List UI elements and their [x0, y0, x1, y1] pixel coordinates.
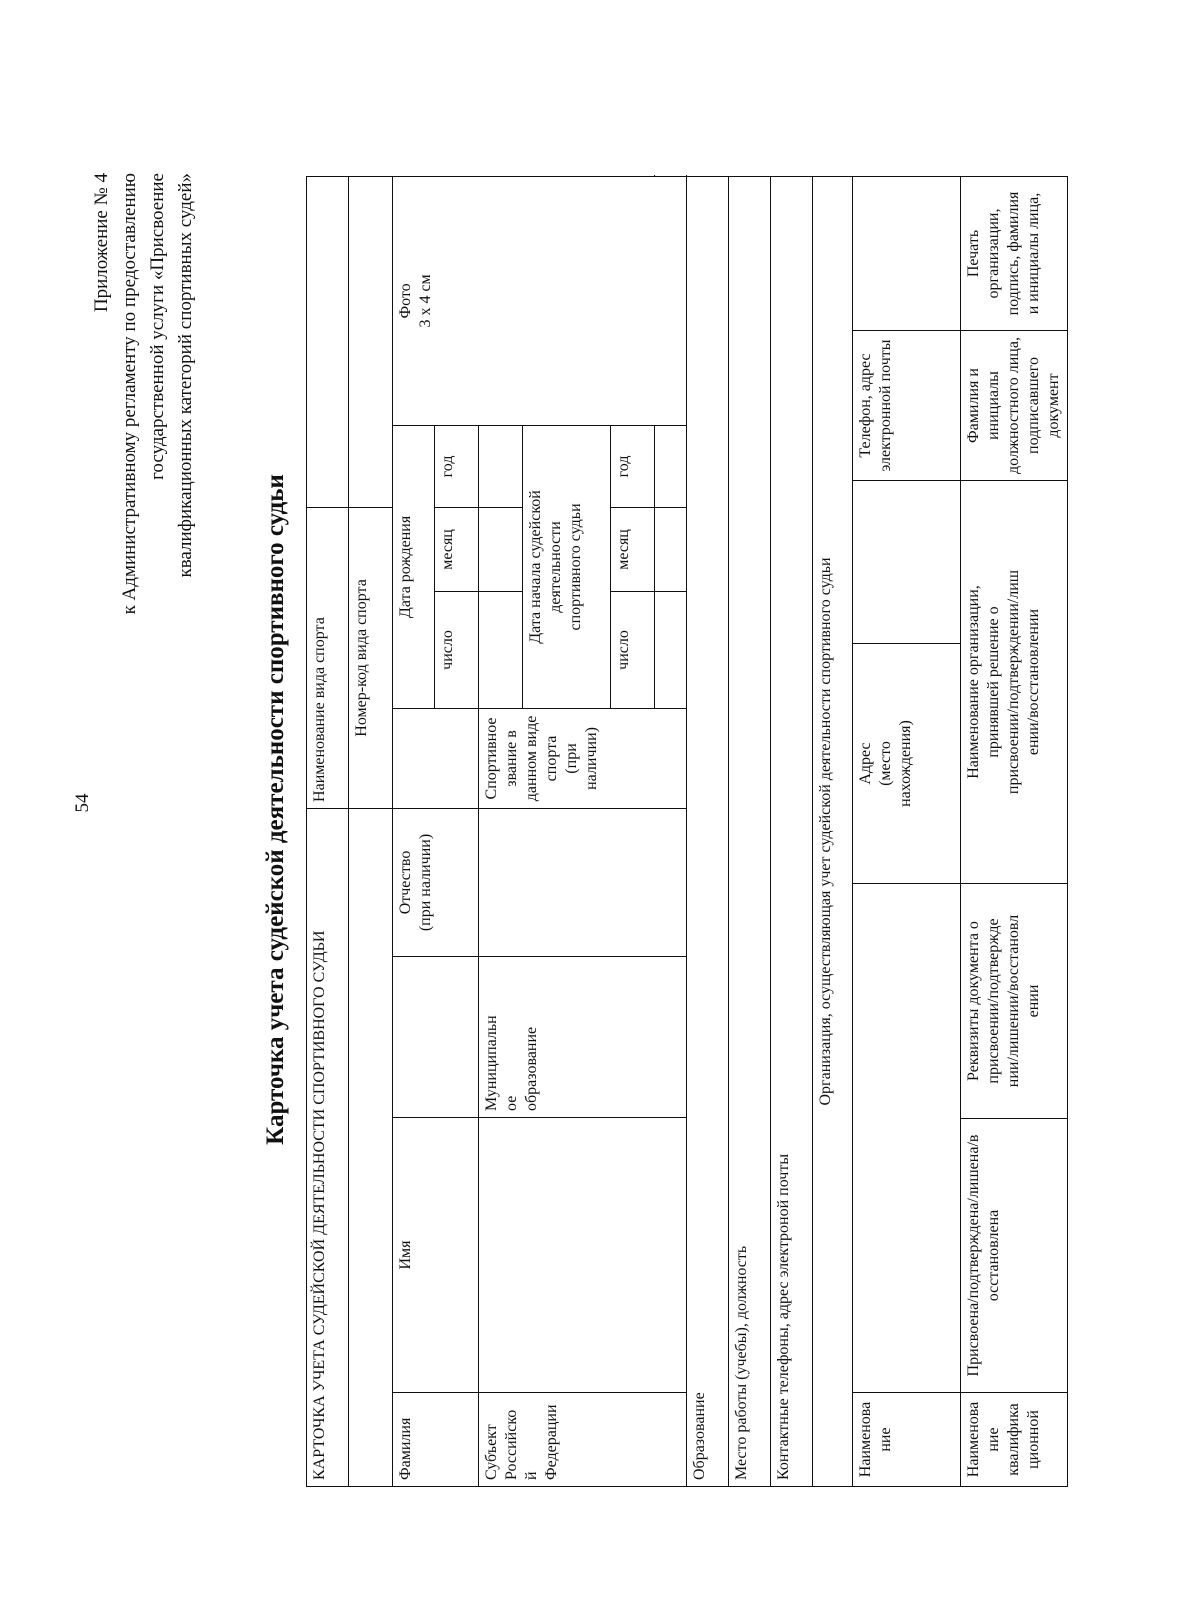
appendix-line: государственной услуги «Присвоение: [147, 173, 168, 480]
card-title: Карточка учета судейской деятельности спортивного судьи: [262, 474, 289, 1145]
qual-official-header: Фамилия и инициалы должностного лица, подписавшего документ: [961, 331, 1068, 481]
appendix-line: квалификационных категорий спортивных судей»: [175, 173, 196, 578]
org-name-label: Наименова ние: [853, 1393, 961, 1487]
surname-label: Фамилия: [393, 1393, 479, 1487]
birth-year-field[interactable]: [479, 425, 523, 507]
sport-name-label: Наименование вида спорта: [307, 507, 349, 808]
organization-table: [852, 176, 1068, 1487]
municipality-label: Муниципальн ое образование: [479, 957, 687, 1118]
appendix-line: к Административному регламенту по предоставлению: [119, 173, 140, 615]
first-name-label: Имя: [393, 1118, 479, 1393]
judge-info-table: [306, 176, 853, 1487]
org-section-header: Организация, осуществляющая учет судейской деятельности спортивного судьи: [813, 176, 853, 1486]
start-date-label: Дата начала судейской деятельности спортивного судьи: [523, 425, 611, 708]
patronymic-field[interactable]: [393, 708, 479, 808]
patronymic-label: Отчество (при наличии): [393, 808, 479, 956]
start-day-field[interactable]: [655, 591, 687, 708]
org-name-field[interactable]: [853, 884, 961, 1393]
birth-day-label: число: [435, 591, 479, 708]
org-phone-field[interactable]: [853, 177, 961, 331]
org-phone-label: Телефон, адрес электронной почты: [853, 331, 961, 481]
org-address-field[interactable]: [853, 481, 961, 644]
appendix-line: Приложение № 4: [91, 173, 112, 313]
appendix-note: [88, 173, 200, 753]
qual-status-header: Присвоена/подтверждена/лишена/в осстановлена: [961, 1119, 1068, 1393]
start-month-label: месяц: [611, 507, 655, 591]
record-card-table: [306, 177, 1068, 1487]
sport-code-label: Номер-код вида спорта: [349, 507, 393, 808]
birth-year-label: год: [435, 425, 479, 507]
qual-organization-header: Наименование организации, принявшей решение о присвоении/подтверждении/лиш ении/восстановлении: [961, 481, 1068, 884]
start-day-label: число: [611, 591, 655, 708]
start-year-field[interactable]: [655, 425, 687, 507]
sport-code-field[interactable]: [349, 176, 393, 507]
municipality-field[interactable]: [479, 808, 687, 956]
start-year-label: год: [611, 425, 655, 507]
sport-title-label: Спортивное звание в данном виде спорта (при наличии): [479, 708, 687, 808]
start-month-field[interactable]: [655, 507, 687, 591]
education-row[interactable]: Образование: [687, 176, 729, 1486]
page-number: 54: [72, 793, 93, 813]
birth-month-label: месяц: [435, 507, 479, 591]
qual-document-header: Реквизиты документа о присвоении/подтвержде нии/лишении/восстановл ении: [961, 884, 1068, 1119]
qual-name-header: Наименова ние квалифика ционной: [961, 1393, 1068, 1487]
contacts-row[interactable]: Контактные телефоны, адрес электроной почты: [771, 176, 813, 1486]
qual-stamp-header: Печать организации, подпись, фамилия и инициалы лица,: [961, 177, 1068, 331]
org-address-label: Адрес (место нахождения): [853, 644, 961, 884]
birth-date-label: Дата рождения: [393, 425, 435, 708]
card-header: КАРТОЧКА УЧЕТА СУДЕЙСКОЙ ДЕЯТЕЛЬНОСТИ СПОРТИВНОГО СУДЬИ: [307, 808, 349, 1486]
workplace-row[interactable]: Место работы (учебы), должность: [729, 176, 771, 1486]
region-label: Субъект Российско й Федерации: [479, 1393, 687, 1487]
birth-month-field[interactable]: [479, 507, 523, 591]
birth-day-field[interactable]: [479, 591, 523, 708]
photo-placeholder: Фото 3 х 4 см: [393, 176, 687, 425]
region-field[interactable]: [479, 1118, 687, 1393]
card-header-blank: [349, 808, 393, 1486]
sport-name-field[interactable]: [307, 176, 349, 507]
first-name-field[interactable]: [393, 957, 479, 1118]
